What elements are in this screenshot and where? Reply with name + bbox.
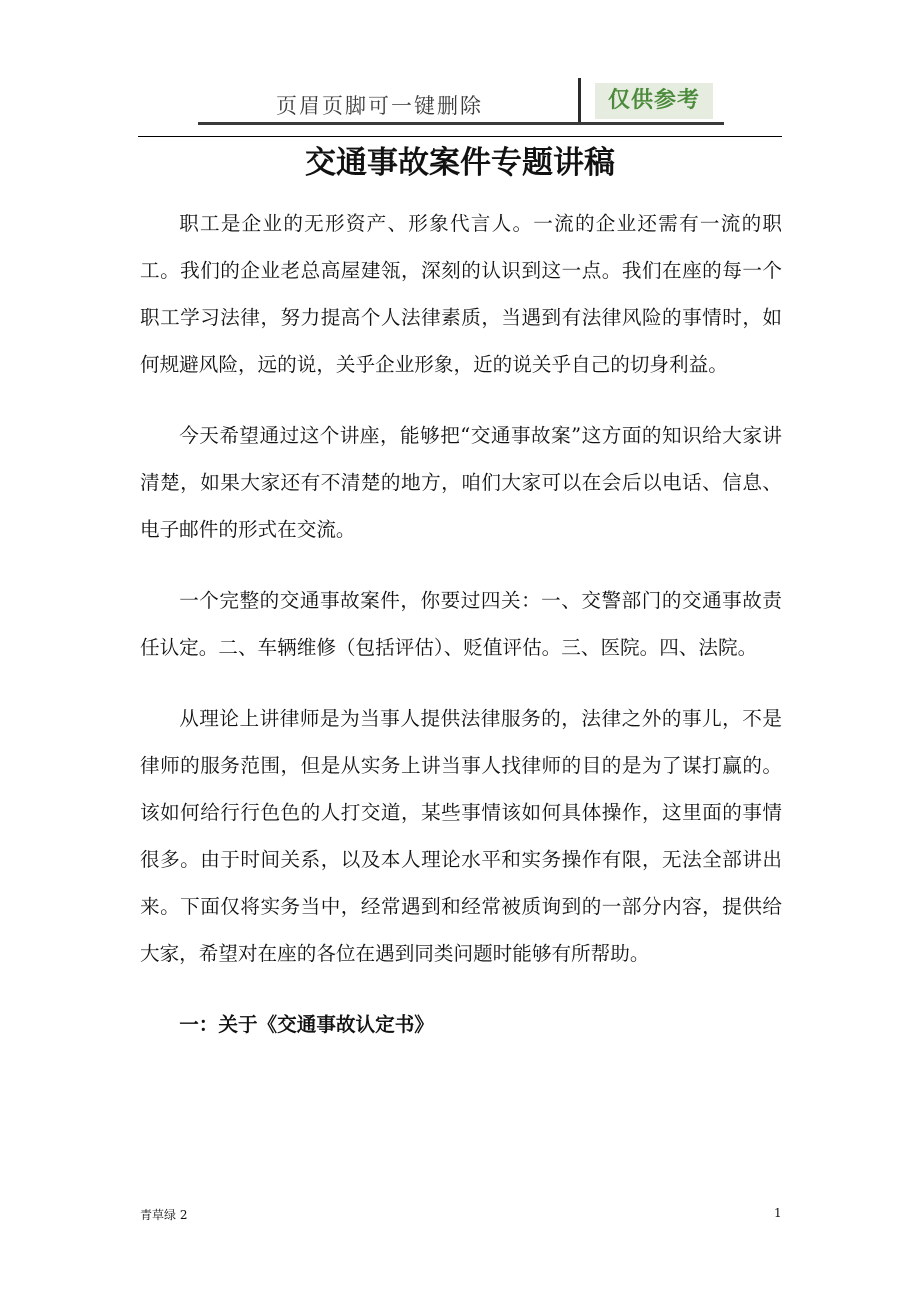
header-banner — [198, 78, 724, 126]
paragraph-4: 从理论上讲律师是为当事人提供法律服务的，法律之外的事儿，不是律师的服务范围，但是从实务上讲当事人找律师的目的是为了谋打赢的。该如何给行行色色的人打交道，某些事情该如何具体操作，这里面的事情很多。由于时间关系，以及本人理论水平和实务操作有限，无法全部讲出来。下面仅将实务当中，经常遇到和经常被质询到的一部分内容，提供给大家，希望对在座的各位在遇到同类问题时能够有所帮助。 — [140, 707, 782, 965]
header-badge: 仅供参考 — [595, 83, 713, 119]
header-rule — [138, 136, 782, 137]
section-heading: 一：关于《交通事故认定书》 — [179, 1013, 434, 1036]
header-divider — [578, 78, 581, 124]
paragraph-1: 职工是企业的无形资产、形象代言人。一流的企业还需有一流的职工。我们的企业老总高屋建瓴，深刻的认识到这一点。我们在座的每一个职工学习法律，努力提高个人法律素质，当遇到有法律风险的事情时，如何规避风险，远的说，关乎企业形象，近的说关乎自己的切身利益。 — [140, 212, 782, 376]
header-text: 页眉页脚可一键删除 — [276, 94, 483, 118]
paragraph-3: 一个完整的交通事故案件，你要过四关：一、交警部门的交通事故责任认定。二、车辆维修（包括评估）、贬值评估。三、医院。四、法院。 — [140, 589, 782, 659]
header-underline — [198, 122, 724, 125]
page-title: 交通事故案件专题讲稿 — [305, 145, 615, 181]
footer-label: 青草绿 2 — [140, 1208, 188, 1222]
paragraph-2: 今天希望通过这个讲座，能够把“交通事故案”这方面的知识给大家讲清楚，如果大家还有不清楚的地方，咱们大家可以在会后以电话、信息、电子邮件的形式在交流。 — [140, 424, 782, 541]
page-number: 1 — [774, 1206, 782, 1220]
document-body — [140, 200, 782, 1048]
